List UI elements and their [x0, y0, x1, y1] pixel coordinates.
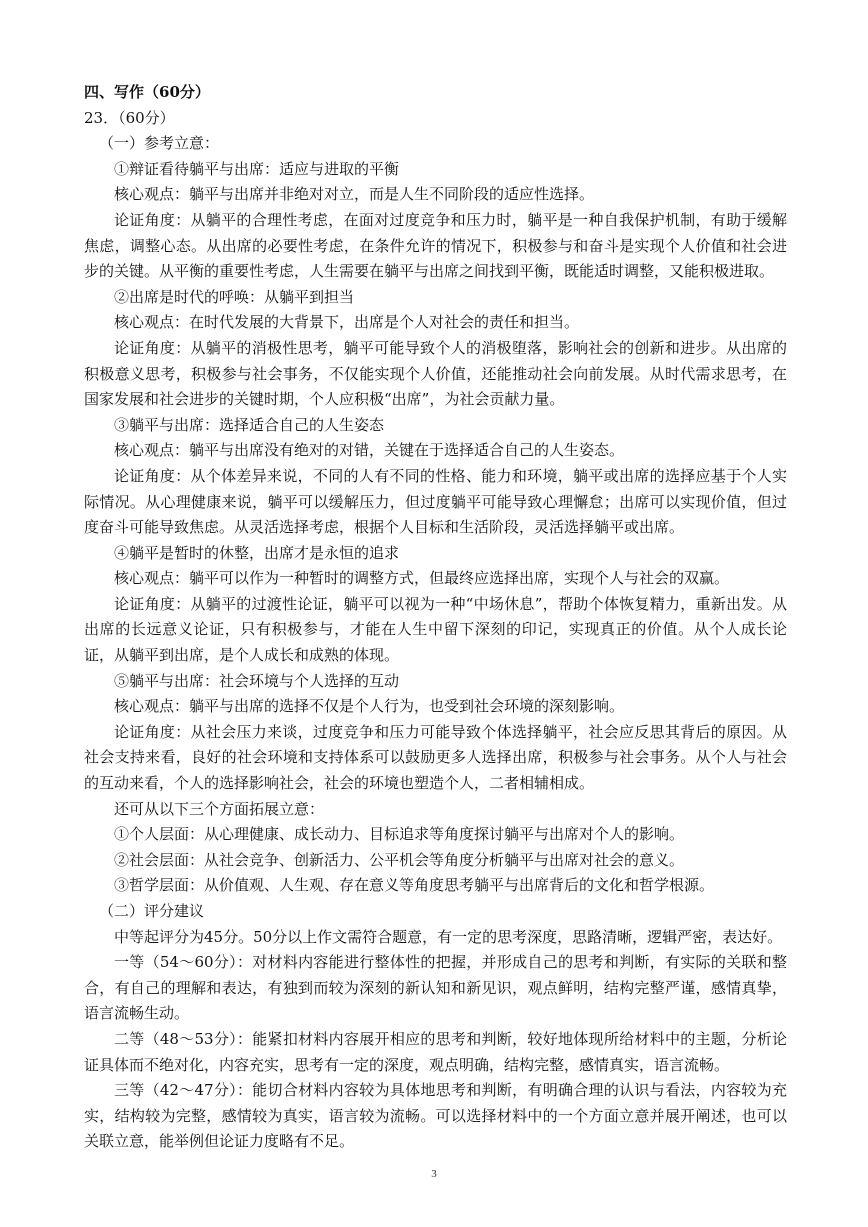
idea-4-title: ④躺平是暂时的休整，出席才是永恒的追求 — [114, 543, 400, 562]
idea-1-title: ①辩证看待躺平与出席：适应与进取的平衡 — [114, 159, 400, 178]
idea-4-argument: 论证角度：从躺平的过渡性论证，躺平可以视为一种“中场休息”，帮助个体恢复精力，重新出发。从出席的长远意义论证，只有积极参与，才能在人生中留下深刻的印记，实现真正的价值。从个人成长论证，从躺平到出席，是个人成长和成熟的体现。 — [84, 594, 787, 665]
page-number: 3 — [431, 1168, 437, 1180]
idea-2-core: 核心观点：在时代发展的大背景下，出席是个人对社会的责任和担当。 — [114, 313, 580, 332]
idea-5-title: ⑤躺平与出席：社会环境与个人选择的互动 — [114, 671, 400, 690]
extend-item-personal: ①个人层面：从心理健康、成长动力、目标追求等角度探讨躺平与出席对个人的影响。 — [114, 825, 685, 844]
idea-2-title: ②出席是时代的呼唤：从躺平到担当 — [114, 287, 355, 306]
grade-2: 二等（48～53分）：能紧扣材料内容展开相应的思考和判断，较好地体现所给材料中的主题，分析论证具体而不绝对化，内容充实，思考有一定的深度，观点明确，结构完整，感情真实，语言流畅。 — [84, 1029, 787, 1074]
scoring-intro: 中等起评分为45分。50分以上作文需符合题意，有一定的思考深度，思路清晰，逻辑严密，表达好。 — [114, 927, 783, 946]
part1-title: （一）参考立意： — [99, 134, 220, 153]
section-title: 四、写作（60分） — [84, 83, 210, 101]
grade-1: 一等（54～60分）：对材料内容能进行整体性的把握，并形成自己的思考和判断，有实际的关联和整合，有自己的理解和表达，有独到而较为深刻的新认知和新见识，观点鲜明，结构完整严谨，感情真挚，语言流畅生动。 — [84, 953, 787, 1023]
idea-3-argument: 论证角度：从个体差异来说，不同的人有不同的性格、能力和环境，躺平或出席的选择应基于个人实际情况。从心理健康来说，躺平可以缓解压力，但过度躺平可能导致心理懈怠；出席可以实现价值，但过度奋斗可能导致焦虑。从灵活选择考虑，根据个人目标和生活阶段，灵活选择躺平或出席。 — [84, 466, 787, 537]
idea-1-core: 核心观点：躺平与出席并非绝对对立，而是人生不同阶段的适应性选择。 — [114, 185, 595, 204]
extend-intro: 还可从以下三个方面拓展立意： — [114, 799, 325, 818]
grade-3: 三等（42～47分）：能切合材料内容较为具体地思考和判断，有明确合理的认识与看法，内容较为充实，结构较为完整，感情较为真实，语言较为流畅。可以选择材料中的一个方面立意并展开阐述，也可以关联立意，能举例但论证力度略有不足。 — [84, 1081, 787, 1151]
extend-item-social: ②社会层面：从社会竞争、创新活力、公平机会等角度分析躺平与出席对社会的意义。 — [114, 850, 685, 869]
idea-1-argument: 论证角度：从躺平的合理性考虑，在面对过度竞争和压力时，躺平是一种自我保护机制，有助于缓解焦虑，调整心态。从出席的必要性考虑，在条件允许的情况下，积极参与和奋斗是实现个人价值和社会进步的关键。从平衡的重要性考虑，人生需要在躺平与出席之间找到平衡，既能适时调整，又能积极进取。 — [84, 210, 787, 281]
idea-3-title: ③躺平与出席：选择适合自己的人生姿态 — [114, 415, 385, 434]
document-body — [84, 80, 787, 1155]
idea-5-argument: 论证角度：从社会压力来谈，过度竞争和压力可能导致个体选择躺平，社会应反思其背后的原因。从社会支持来看，良好的社会环境和支持体系可以鼓励更多人选择出席，积极参与社会事务。从个人与社会的互动来看，个人的选择影响社会，社会的环境也塑造个人，二者相辅相成。 — [84, 722, 787, 793]
part2-title: （二）评分建议 — [99, 902, 205, 920]
question-number: 23．（60分） — [84, 108, 175, 127]
idea-4-core: 核心观点：躺平可以作为一种暂时的调整方式，但最终应选择出席，实现个人与社会的双赢。 — [114, 569, 730, 588]
idea-5-core: 核心观点：躺平与出席的选择不仅是个人行为，也受到社会环境的深刻影响。 — [114, 697, 625, 716]
idea-3-core: 核心观点：躺平与出席没有绝对的对错，关键在于选择适合自己的人生姿态。 — [114, 441, 625, 460]
idea-2-argument: 论证角度：从躺平的消极性思考，躺平可能导致个人的消极堕落，影响社会的创新和进步。从出席的积极意义思考，积极参与社会事务，不仅能实现个人价值，还能推动社会向前发展。从时代需求思考，在国家发展和社会进步的关键时期，个人应积极“出席”，为社会贡献力量。 — [84, 338, 787, 409]
extend-item-philosophy: ③哲学层面：从价值观、人生观、存在意义等角度思考躺平与出席背后的文化和哲学根源。 — [114, 876, 715, 895]
